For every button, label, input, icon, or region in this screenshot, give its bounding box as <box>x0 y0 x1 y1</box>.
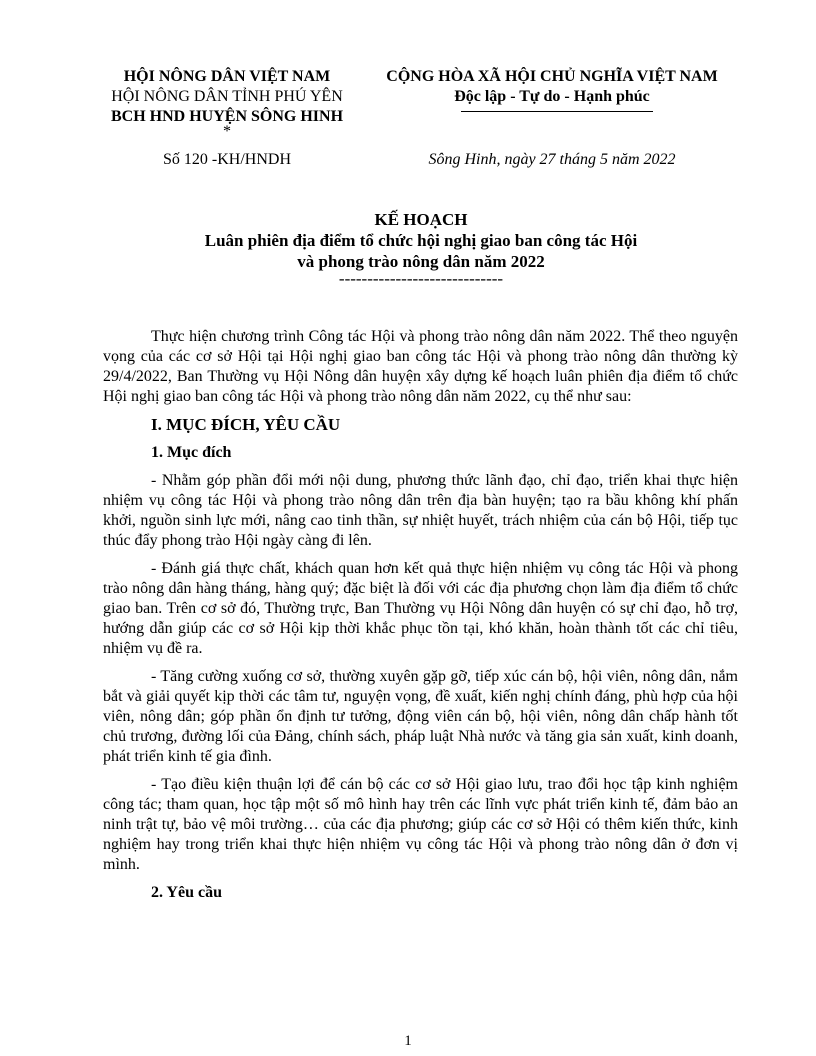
purpose-paragraph-1: - Nhằm góp phần đổi mới nội dung, phương thức lãnh đạo, chỉ đạo, triển khai thực hiện nhiệm vụ công tác Hội và phong trào nông dân trên địa bàn huyện; tạo ra bầu không khí phấn khởi, nguồn sinh lực mới, nâng cao tinh thần, sự nhiệt huyết, trách nhiệm của cán bộ Hội, tiếp tục thúc đẩy phong trào Hội ngày càng đi lên. <box>103 472 738 549</box>
purpose-paragraph-2: - Đánh giá thực chất, khách quan hơn kết quả thực hiện nhiệm vụ công tác Hội và phong trào nông dân hàng tháng, hàng quý; đặc biệt là đối với các địa phương chọn làm địa điểm tổ chức giao ban. Trên cơ sở đó, Thường trực, Ban Thường vụ Hội Nông dân huyện có sự chỉ đạo, hỗ trợ, hướng dẫn giúp các cơ sở Hội kịp thời khắc phục tồn tại, khó khăn, hoàn thành tốt các chỉ tiêu, nhiệm vụ đề ra. <box>103 560 738 657</box>
national-motto: Độc lập - Tự do - Hạnh phúc <box>454 88 650 105</box>
intro-paragraph: Thực hiện chương trình Công tác Hội và phong trào nông dân năm 2022. Thể theo nguyện vọng của các cơ sở Hội tại Hội nghị giao ban công tác Hội và phong trào nông dân thường kỳ 29/4/2022, Ban Thường vụ Hội Nông dân huyện xây dựng kế hoạch luân phiên địa điểm tổ chức Hội nghị giao ban công tác Hội và phong trào nông dân năm 2022, cụ thể như sau: <box>103 328 738 405</box>
document-body <box>103 327 738 911</box>
document-subtitle-2: và phong trào nông dân năm 2022 <box>297 252 545 271</box>
document-date: Sông Hinh, ngày 27 tháng 5 năm 2022 <box>428 151 676 168</box>
document-number: Số 120 -KH/HNDH <box>163 151 291 168</box>
purpose-paragraph-3: - Tăng cường xuống cơ sở, thường xuyên gặp gỡ, tiếp xúc cán bộ, hội viên, nông dân, nắm bắt và giải quyết kịp thời các tâm tư, nguyện vọng, đề xuất, kiến nghị chính đáng, phù hợp của hội viên, nông dân; góp phần ổn định tư tưởng, động viên cán bộ, hội viên, nông dân chấp hành tốt chủ trương, đường lối của Đảng, chính sách, pháp luật Nhà nước và tăng gia sản xuất, kinh doanh, phát triển kinh tế gia đình. <box>103 668 738 765</box>
org-line-3: BCH HND HUYỆN SÔNG HINH <box>110 108 344 125</box>
purpose-paragraph-4: - Tạo điều kiện thuận lợi để cán bộ các cơ sở Hội giao lưu, trao đổi học tập kinh nghiệm công tác; tham quan, học tập một số mô hình hay trên các lĩnh vực phát triển kinh tế, đảm bảo an ninh trật tự, bảo vệ môi trường… của các địa phương; giúp các cơ sở Hội có thêm kiến thức, kinh nghiệm hay trong triển khai thực hiện nhiệm vụ công tác Hội và phong trào nông dân ở đơn vị mình. <box>103 776 738 873</box>
document-subtitle-1: Luân phiên địa điểm tổ chức hội nghị giao ban công tác Hội <box>204 231 638 250</box>
page-number: 1 <box>404 1033 412 1049</box>
national-header <box>362 67 742 107</box>
section-heading-1: I. MỤC ĐÍCH, YÊU CẦU <box>151 415 341 434</box>
motto-underline <box>461 111 653 112</box>
org-star: * <box>223 123 231 140</box>
org-line-2: HỘI NÔNG DÂN TỈNH PHÚ YÊN <box>111 88 343 105</box>
issuing-organization <box>96 67 358 138</box>
subsection-heading-purpose: 1. Mục đích <box>151 444 232 461</box>
document-title: KẾ HOẠCH <box>374 210 468 229</box>
nation-name: CỘNG HÒA XÃ HỘI CHỦ NGHĨA VIỆT NAM <box>386 68 718 85</box>
org-line-1: HỘI NÔNG DÂN VIỆT NAM <box>123 68 331 85</box>
subsection-heading-requirements: 2. Yêu cầu <box>151 884 222 901</box>
title-divider: ----------------------------- <box>338 269 504 288</box>
document-title-block <box>96 209 746 286</box>
